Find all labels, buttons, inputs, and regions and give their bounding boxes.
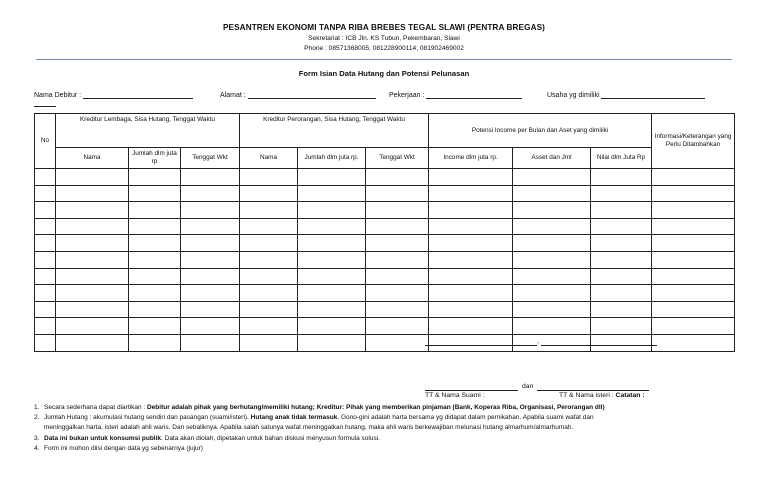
- table-row: [35, 251, 735, 268]
- table-cell[interactable]: [298, 301, 366, 318]
- business-field[interactable]: [547, 91, 705, 99]
- table-cell[interactable]: [429, 285, 513, 302]
- table-cell[interactable]: [652, 185, 735, 202]
- phone-numbers: Phone : 08571368005; 081228900114; 081902469002: [304, 45, 464, 52]
- table-cell[interactable]: [56, 235, 129, 252]
- table-cell[interactable]: [129, 318, 181, 335]
- table-cell[interactable]: [240, 268, 298, 285]
- table-cell[interactable]: [591, 235, 652, 252]
- table-cell[interactable]: [240, 202, 298, 219]
- table-cell[interactable]: [652, 285, 735, 302]
- table-cell[interactable]: [429, 318, 513, 335]
- table-cell[interactable]: [298, 285, 366, 302]
- table-cell[interactable]: [181, 202, 240, 219]
- table-cell[interactable]: [129, 235, 181, 252]
- table-cell[interactable]: [240, 185, 298, 202]
- form-title: Form Isian Data Hutang dan Potensi Pelunasan: [298, 69, 470, 78]
- table-cell[interactable]: [298, 334, 366, 351]
- table-cell[interactable]: [35, 334, 56, 351]
- table-cell[interactable]: [513, 268, 591, 285]
- table-cell[interactable]: [298, 251, 366, 268]
- table-cell[interactable]: [35, 285, 56, 302]
- table-cell[interactable]: [366, 251, 429, 268]
- table-cell[interactable]: [56, 318, 129, 335]
- col-header-institution-amount: Jumlah dlm juta rp: [129, 148, 181, 169]
- table-cell[interactable]: [513, 202, 591, 219]
- table-cell[interactable]: [35, 169, 56, 186]
- table-cell[interactable]: [56, 202, 129, 219]
- table-cell[interactable]: [513, 318, 591, 335]
- wife-signature-label: [559, 392, 645, 399]
- table-cell[interactable]: [129, 202, 181, 219]
- table-cell[interactable]: [298, 169, 366, 186]
- table-cell[interactable]: [429, 202, 513, 219]
- address-field[interactable]: [220, 91, 376, 99]
- table-row: [35, 334, 735, 351]
- group-header-income-assets: Potensi Income per Bulan dan Aset yang dimiliki: [429, 114, 652, 148]
- table-row: [35, 318, 735, 335]
- signature-and-text: dan: [522, 383, 534, 390]
- wife-label-text: TT & Nama isteri :: [559, 392, 614, 399]
- table-cell[interactable]: [56, 334, 129, 351]
- note-3: 3. Data ini bukan untuk konsumsi publik. Data akan diolah, dipetakan untuk bahan diskusi menyusun formula solusi.: [34, 434, 380, 442]
- group-header-institution-creditor: Kreditur Lembaga, Sisa Hutang, Tenggat Waktu: [56, 114, 240, 148]
- col-header-individual-amount: Jumlah dlm juta rp.: [298, 148, 366, 169]
- table-cell[interactable]: [366, 334, 429, 351]
- table-cell[interactable]: [56, 251, 129, 268]
- table-cell[interactable]: [181, 334, 240, 351]
- table-cell[interactable]: [181, 251, 240, 268]
- organization-name: PESANTREN EKONOMI TANPA RIBA BREBES TEGAL SLAWI (PENTRA BREGAS): [223, 23, 545, 32]
- table-cell[interactable]: [35, 185, 56, 202]
- table-cell[interactable]: [181, 268, 240, 285]
- job-line: [426, 91, 522, 99]
- table-cell[interactable]: [181, 235, 240, 252]
- table-cell[interactable]: [129, 169, 181, 186]
- table-cell[interactable]: [429, 268, 513, 285]
- group-header-individual-creditor: Kreditur Perorangan, Sisa Hutang, Tenggat Waktu: [240, 114, 429, 148]
- table-cell[interactable]: [513, 169, 591, 186]
- table-cell[interactable]: [513, 218, 591, 235]
- table-cell[interactable]: [366, 235, 429, 252]
- table-cell[interactable]: [129, 285, 181, 302]
- table-cell[interactable]: [181, 318, 240, 335]
- table-cell[interactable]: [591, 285, 652, 302]
- husband-signature-line[interactable]: [425, 390, 518, 391]
- table-cell[interactable]: [240, 301, 298, 318]
- table-cell[interactable]: [429, 218, 513, 235]
- table-cell[interactable]: [298, 318, 366, 335]
- husband-signature-label: TT & Nama Suami :: [425, 392, 485, 399]
- table-cell[interactable]: [240, 285, 298, 302]
- table-cell[interactable]: [56, 185, 129, 202]
- table-cell[interactable]: [366, 169, 429, 186]
- table-cell[interactable]: [181, 185, 240, 202]
- header-divider: [36, 59, 732, 60]
- col-header-institution-name: Nama: [56, 148, 129, 169]
- address-line: [248, 91, 376, 99]
- table-row: [35, 202, 735, 219]
- col-header-income: Income dlm juta rp.: [429, 148, 513, 169]
- table-cell[interactable]: [240, 169, 298, 186]
- table-cell[interactable]: [366, 268, 429, 285]
- address-label: Alamat :: [220, 92, 246, 99]
- place-line[interactable]: [425, 345, 537, 346]
- table-cell[interactable]: [298, 202, 366, 219]
- table-cell[interactable]: [513, 251, 591, 268]
- table-cell[interactable]: [652, 268, 735, 285]
- business-line: [601, 91, 705, 99]
- table-cell[interactable]: [591, 202, 652, 219]
- date-line[interactable]: [541, 345, 657, 346]
- table-cell[interactable]: [129, 251, 181, 268]
- note-2: 2. Jumlah Hutang : akumulasi hutang sendiri dan pasangan (suami/isteri). Hutang anak tidak termasuk. Gono-gini adalah harta bersama yg didapat dalam pernikahan. Apabila suami wafat dan meninggalkan harta, isteri adalah ahli waris. Dan sebaliknya. Apabila salah satunya wafat meninggalkan hutang, maka ahli waris berkewajiban melunasi hutang almarhum/almarhumah.: [34, 414, 594, 432]
- table-cell[interactable]: [652, 169, 735, 186]
- debt-data-table: [34, 113, 735, 352]
- table-cell[interactable]: [129, 185, 181, 202]
- table-row: [35, 235, 735, 252]
- job-field[interactable]: [389, 91, 522, 99]
- table-cell[interactable]: [35, 251, 56, 268]
- table-cell[interactable]: [56, 218, 129, 235]
- job-label: Pekerjaan :: [389, 92, 425, 99]
- table-cell[interactable]: [652, 318, 735, 335]
- table-cell[interactable]: [652, 235, 735, 252]
- debtor-name-field[interactable]: [34, 91, 193, 99]
- col-header-assets: Asset dan Jml: [513, 148, 591, 169]
- table-cell[interactable]: [56, 268, 129, 285]
- table-cell[interactable]: [298, 185, 366, 202]
- table-cell[interactable]: [35, 218, 56, 235]
- table-cell[interactable]: [129, 334, 181, 351]
- table-cell[interactable]: [240, 251, 298, 268]
- table-row: [35, 268, 735, 285]
- debtor-name-line: [83, 91, 193, 99]
- table-cell[interactable]: [366, 185, 429, 202]
- table-cell[interactable]: [298, 268, 366, 285]
- table-cell[interactable]: [591, 334, 652, 351]
- table-cell[interactable]: [513, 301, 591, 318]
- table-cell[interactable]: [240, 334, 298, 351]
- table-cell[interactable]: [513, 285, 591, 302]
- table-cell[interactable]: [366, 218, 429, 235]
- table-cell[interactable]: [591, 268, 652, 285]
- table-cell[interactable]: [366, 285, 429, 302]
- col-header-asset-value: Nilai dlm Juta Rp: [591, 148, 652, 169]
- col-header-institution-due: Tenggat Wkt: [181, 148, 240, 169]
- table-cell[interactable]: [56, 169, 129, 186]
- table-cell[interactable]: [591, 251, 652, 268]
- col-header-additional-info: Informasi/Keterangan yang Perlu Ditambahkan: [652, 114, 735, 169]
- table-cell[interactable]: [513, 235, 591, 252]
- table-cell[interactable]: [35, 301, 56, 318]
- table-cell[interactable]: [366, 318, 429, 335]
- table-cell[interactable]: [35, 235, 56, 252]
- table-cell[interactable]: [429, 334, 513, 351]
- table-row: [35, 301, 735, 318]
- table-cell[interactable]: [366, 202, 429, 219]
- table-row: [35, 185, 735, 202]
- table-cell[interactable]: [366, 301, 429, 318]
- table-row: [35, 218, 735, 235]
- table-cell[interactable]: [129, 301, 181, 318]
- col-header-individual-due: Tenggat Wkt: [366, 148, 429, 169]
- col-header-individual-name: Nama: [240, 148, 298, 169]
- table-cell[interactable]: [652, 301, 735, 318]
- secretariat-address: Sekretariat : ICB Jln. KS Tubun, Pekembaran, Slawi: [308, 35, 460, 42]
- table-cell[interactable]: [591, 169, 652, 186]
- table-cell[interactable]: [181, 301, 240, 318]
- table-cell[interactable]: [298, 218, 366, 235]
- table-cell[interactable]: [240, 218, 298, 235]
- note-1: 1. Secara sederhana dapat diartikan : Debitur adalah pihak yang berhutang/memiliki hutang; Kreditur: Pihak yang memberikan pinjaman (Bank, Koperas Riba, Organisasi, Perorangan dll): [34, 404, 605, 411]
- table-cell[interactable]: [56, 301, 129, 318]
- table-cell[interactable]: [298, 235, 366, 252]
- table-cell[interactable]: [181, 169, 240, 186]
- table-cell[interactable]: [35, 318, 56, 335]
- date-separator: ,: [537, 338, 539, 345]
- table-cell[interactable]: [652, 218, 735, 235]
- debtor-name-label: Nama Debitur :: [34, 92, 82, 99]
- table-cell[interactable]: [35, 268, 56, 285]
- table-cell[interactable]: [591, 318, 652, 335]
- table-cell[interactable]: [652, 202, 735, 219]
- business-label: Usaha yg dimiliki: [547, 92, 600, 99]
- catatan-label: Catatan :: [615, 392, 645, 399]
- table-row: [35, 169, 735, 186]
- table-cell[interactable]: [129, 218, 181, 235]
- table-cell[interactable]: [429, 251, 513, 268]
- table-cell[interactable]: [181, 218, 240, 235]
- table-cell[interactable]: [652, 334, 735, 351]
- business-line-continued: [34, 106, 56, 107]
- table-cell[interactable]: [591, 218, 652, 235]
- table-row: [35, 285, 735, 302]
- table-cell[interactable]: [591, 185, 652, 202]
- table-cell[interactable]: [56, 285, 129, 302]
- table-cell[interactable]: [240, 318, 298, 335]
- wife-signature-line[interactable]: [537, 390, 649, 391]
- note-4: 4. Form ini mohon diisi dengan data yg sebenarnya (jujur): [34, 444, 203, 452]
- table-cell[interactable]: [591, 301, 652, 318]
- table-cell[interactable]: [35, 202, 56, 219]
- table-cell[interactable]: [429, 169, 513, 186]
- table-cell[interactable]: [429, 301, 513, 318]
- notes-list: [34, 403, 734, 454]
- table-cell[interactable]: [129, 268, 181, 285]
- table-cell[interactable]: [240, 235, 298, 252]
- table-cell[interactable]: [513, 185, 591, 202]
- col-header-no: No: [35, 114, 56, 169]
- table-cell[interactable]: [652, 251, 735, 268]
- table-cell[interactable]: [513, 334, 591, 351]
- table-cell[interactable]: [429, 235, 513, 252]
- table-cell[interactable]: [429, 185, 513, 202]
- table-cell[interactable]: [181, 285, 240, 302]
